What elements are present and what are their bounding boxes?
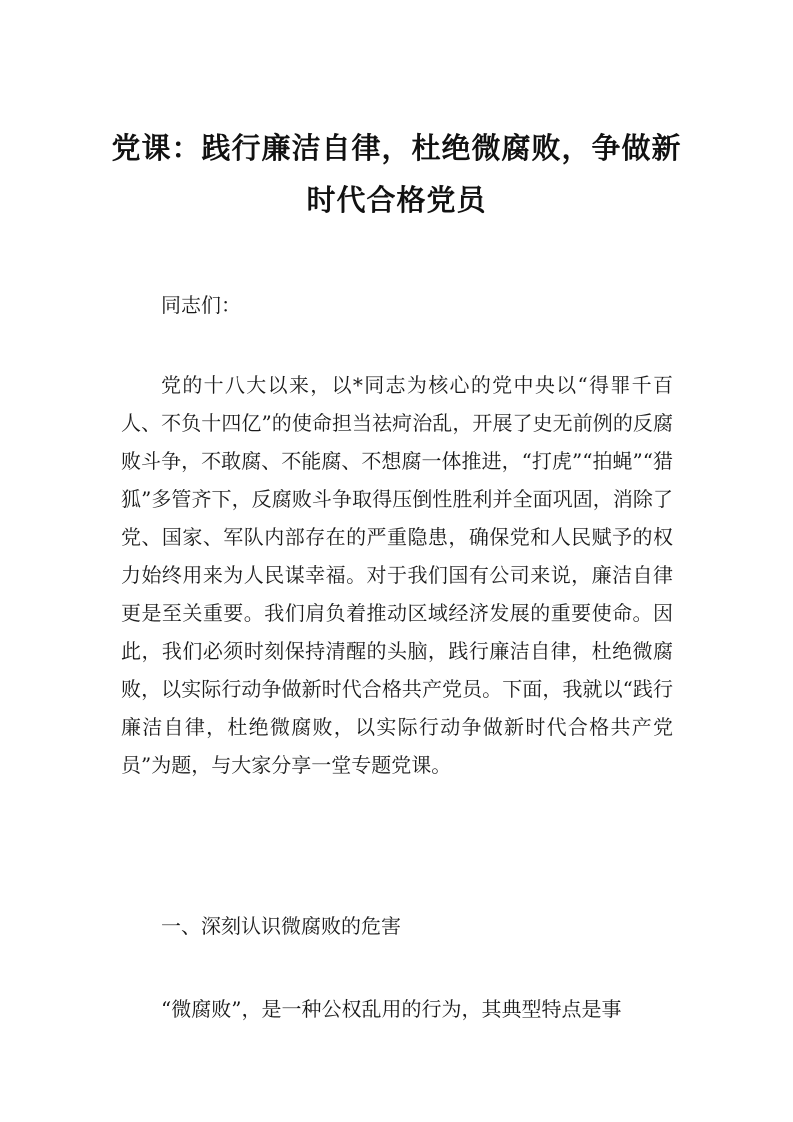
title-line-2: 时代合格党员 xyxy=(306,183,487,217)
salutation xyxy=(121,286,673,324)
section-heading-1-text: 一、深刻认识微腐败的危害 xyxy=(161,914,401,938)
title-line-1: 党课：践行廉洁自律，杜绝微腐败，争做新 xyxy=(111,131,682,165)
salutation-text: 同志们： xyxy=(161,293,241,317)
intro-paragraph xyxy=(121,366,673,784)
intro-paragraph-text: 党的十八大以来，以*同志为核心的党中央以“得罪千百人、不负十四亿”的使命担当祛疴治乱，开展了史无前例的反腐败斗争，不敢腐、不能腐、不想腐一体推进，“打虎”“拍蝇”“猎狐”多管齐下，反腐败斗争取得压倒性胜利并全面巩固，消除了党、国家、军队内部存在的严重隐患，确保党和人民赋予的权力始终用来为人民谋幸福。对于我们国有公司来说，廉洁自律更是至关重要。我们肩负着推动区域经济发展的重要使命。因此，我们必须时刻保持清醒的头脑，践行廉洁自律，杜绝微腐败，以实际行动争做新时代合格共产党员。下面，我就以“践行廉洁自律，杜绝微腐败，以实际行动争做新时代合格共产党员”为题，与大家分享一堂专题党课。 xyxy=(121,373,673,777)
section-1-paragraph-text: “微腐败”，是一种公权乱用的行为，其典型特点是事 xyxy=(161,997,622,1021)
document-title xyxy=(110,122,683,226)
section-heading-1 xyxy=(121,907,673,945)
section-1-paragraph xyxy=(121,990,673,1028)
